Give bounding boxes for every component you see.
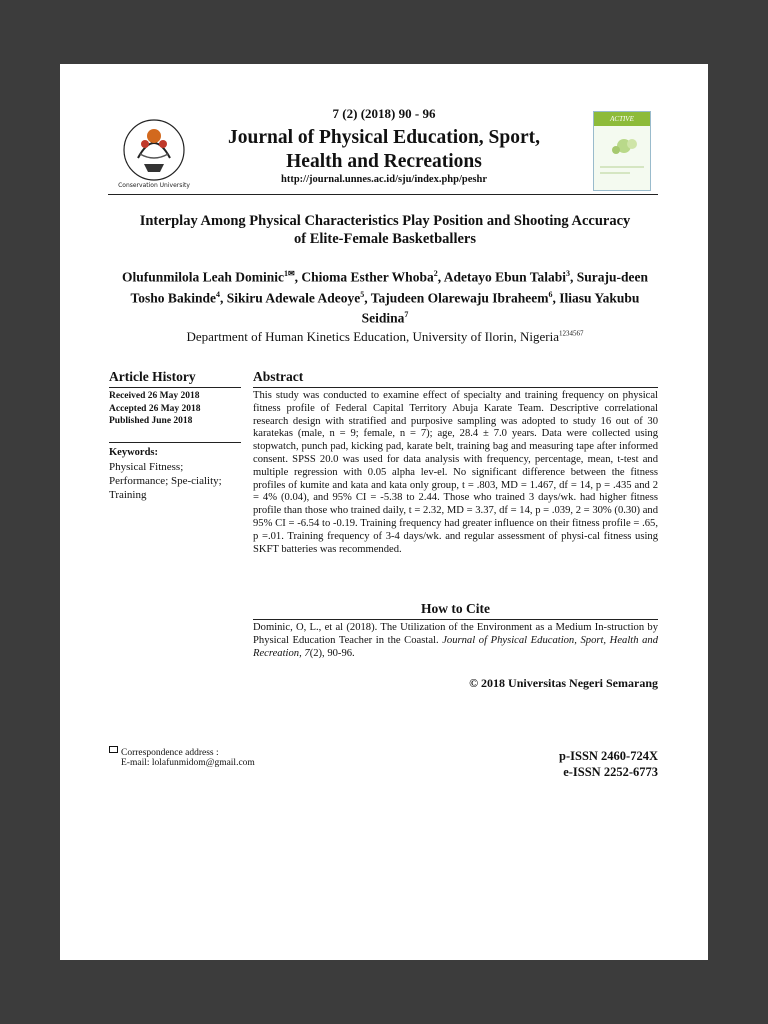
abstract-text: This study was conducted to examine effect of specialty and training frequency on physical fitness profile of Federal Capital Territory Abuja Karate Team. Descriptive correlational research design with stratified and purposive sampling was adopted to study 16 out of 30 karatekas (male, n = 9; female, n = 7); age, 28.4 ± 7.0 years. Data were collected using stopwatch, punch pad, kicking pad, karate belt, training bag and measuring tape after informed consent. SPSS 20.0 was used for data analysis with frequency, percentage, mean, t-test and multiple regression with 0.05 alpha lev-el. No significant difference between the fitness profiles of kumite and kata and kata only group, t = .803, MD = 1.467, df = 14, p = .435 and 2 = 4% (0.04), and 95% CI = -5.38 to 2.44. Those who trained 3 days/wk. had higher fitness profile than those who trained daily, t = 2.32, MD = 3.37, df = 14, p = .039, 2 = 30% (0.30) and 95% CI = -6.54 to -0.19. Training frequency had greater influence on their fitness profile = .65, p =.01. Training frequency of 3-4 days/wk. and regular assessment of physi-cal fitness using SKFT batteries was recommended. [253, 390, 658, 555]
history-divider [109, 387, 241, 388]
author-name: Tajudeen Olarewaju Ibraheem [370, 290, 549, 305]
affiliation [100, 329, 670, 345]
author-sup: 4 [215, 289, 220, 299]
copyright-notice: © 2018 Universitas Negeri Semarang [469, 676, 658, 690]
correspondence-label-text: Correspondence address : [121, 748, 219, 758]
article-history-dates [109, 390, 201, 428]
published-date: Published June 2018 [109, 416, 193, 426]
author-list: Olufunmilola Leah Dominic$^{1✉}$, Chioma Esther Whoba$^2$, Adetayo Ebun Talabi$^3$, Suraju-deen Tosho Bakinde$^4$, Sikiru Adewale Adeoye$^5$, Tajudeen Olarewaju Ibraheem$^6$, Iliasu Yakubu Seidina$^7$ [121, 269, 649, 326]
article-title [100, 212, 670, 248]
journal-title-line2: Health and Recreations [286, 151, 482, 172]
electronic-issn: e-ISSN 2252-6773 [563, 765, 658, 779]
received-date: Received 26 May 2018 [109, 391, 200, 401]
author-name: Chioma Esther Whoba [301, 269, 434, 285]
affiliation-text: Department of Human Kinetics Education, University of Ilorin, Nigeria [186, 329, 560, 344]
how-to-cite-heading: How to Cite [421, 601, 490, 616]
journal-page [60, 64, 708, 960]
author-name: Sikiru Adewale Adeoye [226, 290, 361, 305]
author-sup: 3 [566, 269, 571, 278]
abstract-divider [253, 387, 658, 388]
author-sup: 5 [360, 289, 365, 299]
citation-plain: Dominic, O, L., et al (2018). The Utilization of the Environment as a Medium In-struction by Physical Education Teacher in the Coastal. [253, 622, 658, 646]
citation-text [253, 621, 658, 660]
affiliation-sup: 1234567 [559, 329, 584, 338]
keywords-label: Keywords: [109, 447, 158, 458]
keywords-text: Physical Fitness; Performance; Spe-ciality; Training [109, 461, 222, 501]
author-name: Olufunmilola Leah Dominic [121, 269, 284, 285]
cite-divider [253, 619, 658, 620]
citation-pages: (2), 90-96. [309, 648, 355, 659]
header-divider [108, 194, 658, 195]
keywords-divider [109, 442, 241, 443]
author-name: Suraju-deen Tosho Bakinde [130, 269, 649, 305]
logo-caption: Conservation University [118, 182, 190, 189]
cover-label: ACTIVE [594, 112, 650, 126]
citation-journal: Journal of Physical Education, Sport, Health and Recreation, [253, 635, 658, 659]
citation-volume: 7 [304, 648, 310, 659]
author-sup: 6 [548, 289, 553, 299]
issn-block [460, 748, 658, 780]
cover-graphic-icon [594, 126, 650, 190]
print-issn: p-ISSN 2460-724X [559, 749, 658, 763]
article-title-line2: of Elite-Female Basketballers [293, 231, 476, 247]
journal-title-line1: Journal of Physical Education, Sport, [227, 127, 541, 148]
issue-info: 7 (2) (2018) 90 - 96 [332, 106, 436, 121]
article-title-line1: Interplay Among Physical Characteristics Play Position and Shooting Accuracy [139, 213, 631, 229]
author-sup: 1✉ [283, 269, 295, 278]
correspondence-email[interactable]: E-mail: lolafunmidom@gmail.com [121, 758, 255, 768]
author-sup: 7 [404, 310, 409, 319]
author-name: Adetayo Ebun Talabi [443, 269, 567, 285]
abstract-heading: Abstract [253, 369, 304, 384]
journal-title [160, 126, 608, 174]
correspondence-label [109, 746, 219, 758]
accepted-date: Accepted 26 May 2018 [109, 403, 201, 414]
journal-cover-thumbnail [593, 111, 651, 191]
envelope-icon [109, 746, 118, 753]
article-history-heading: Article History [109, 369, 196, 384]
author-name: Iliasu Yakubu Seidina [361, 290, 640, 326]
journal-url[interactable]: http://journal.unnes.ac.id/sju/index.php/peshr [281, 174, 487, 185]
author-sup: 2 [433, 269, 438, 278]
